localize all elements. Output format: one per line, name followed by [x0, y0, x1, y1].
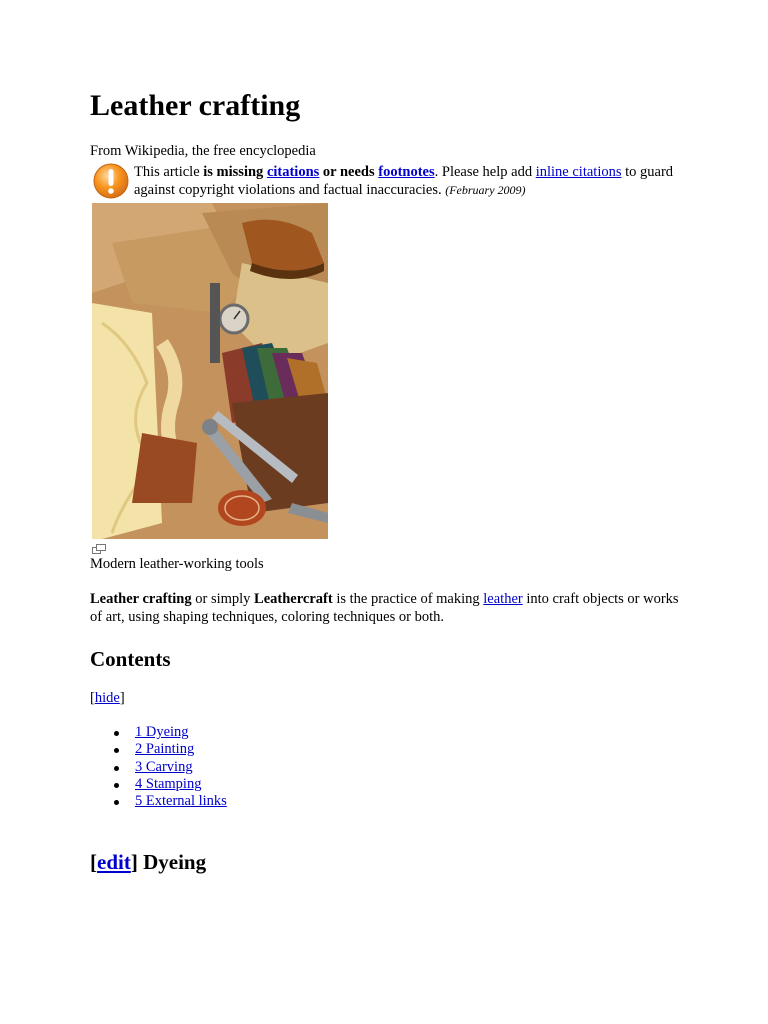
- notice-text: This article is missing citations or needs footnotes. Please help add inline citations to guard against copyright violations and factual inaccuracies. (February 2009): [134, 164, 674, 198]
- notice-date: (February 2009): [445, 182, 526, 197]
- bullet-icon: [114, 748, 119, 753]
- inline-citations-link[interactable]: inline citations: [535, 164, 622, 180]
- edit-section-link[interactable]: edit: [97, 850, 131, 874]
- toc-item: [90, 759, 227, 776]
- toc-item: [90, 793, 227, 810]
- citations-link[interactable]: citations: [266, 164, 320, 180]
- toc-item: [90, 741, 227, 758]
- leather-tools-photo[interactable]: [92, 203, 328, 539]
- exclamation-icon: [92, 162, 130, 200]
- toc-item: [90, 724, 227, 741]
- footnotes-link[interactable]: footnotes: [378, 164, 435, 180]
- figure-caption: Modern leather-working tools: [90, 556, 264, 572]
- section-heading-dyeing: [edit] Dyeing: [90, 850, 207, 874]
- toc-link-dyeing[interactable]: 1 Dyeing: [135, 724, 189, 740]
- table-of-contents: [90, 724, 227, 810]
- citation-notice: [92, 162, 682, 202]
- intro-paragraph: Leather crafting or simply Leathercraft is the practice of making leather into craft objects or works of art, using shaping techniques, coloring techniques or both.: [90, 591, 679, 625]
- contents-title: Contents: [90, 647, 171, 671]
- bullet-icon: [114, 766, 119, 771]
- toc-link-stamping[interactable]: 4 Stamping: [135, 775, 202, 792]
- toc-toggle: [hide]: [90, 690, 125, 706]
- bullet-icon: [114, 783, 119, 788]
- leather-link[interactable]: leather: [483, 591, 523, 607]
- hide-toc-link[interactable]: hide: [94, 690, 120, 706]
- toc-link-painting[interactable]: 2 Painting: [135, 741, 195, 758]
- toc-link-external-links[interactable]: 5 External links: [135, 793, 227, 810]
- site-tagline: From Wikipedia, the free encyclopedia: [90, 143, 316, 159]
- enlarge-icon[interactable]: [92, 544, 106, 554]
- toc-link-carving[interactable]: 3 Carving: [135, 758, 193, 775]
- toc-item: [90, 776, 227, 793]
- bullet-icon: [114, 800, 119, 805]
- page-title: Leather crafting: [90, 89, 301, 122]
- bullet-icon: [114, 731, 119, 736]
